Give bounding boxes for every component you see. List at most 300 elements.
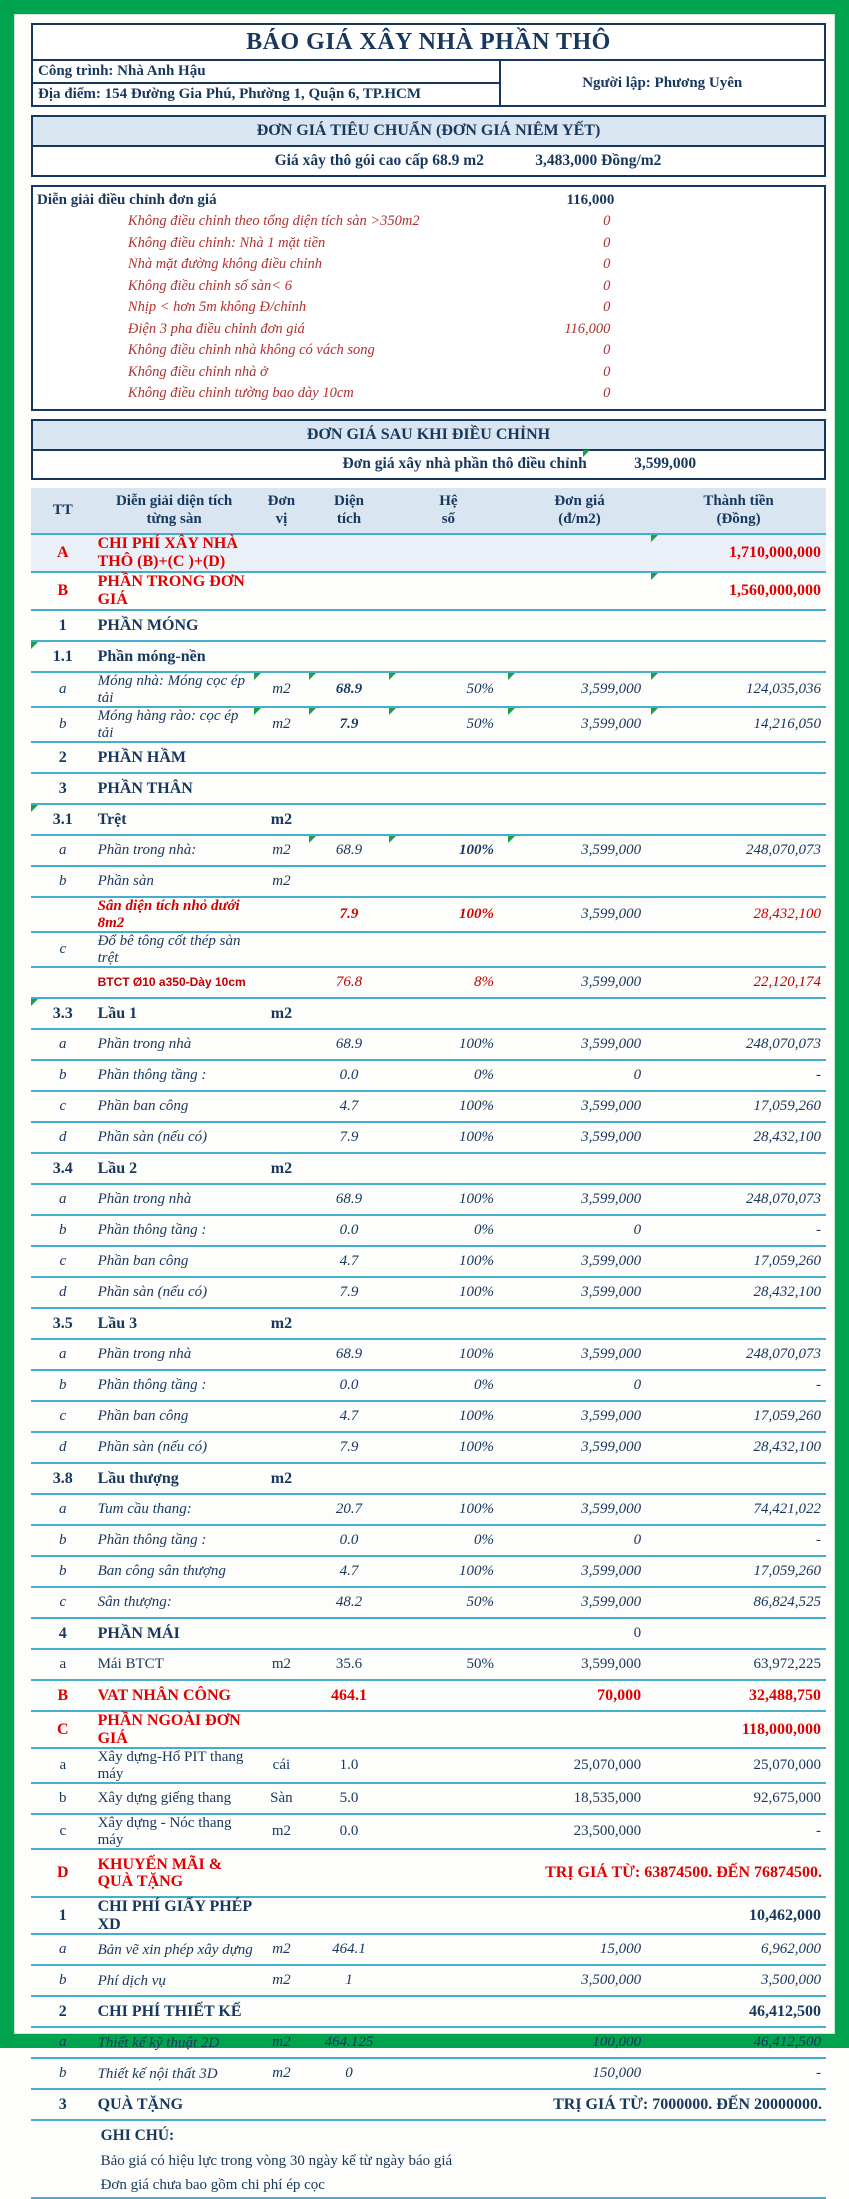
note-text (95, 2149, 826, 2173)
comment-marker-icon (389, 673, 396, 680)
cell-unit (254, 1122, 310, 1153)
cell-unit: m2 (254, 835, 310, 866)
cell-ratio (389, 1748, 508, 1783)
cell-ratio: 100% (389, 1401, 508, 1432)
cell-total: 248,070,073 (651, 835, 826, 866)
cell-spacer (31, 2120, 95, 2149)
cell-total (651, 932, 826, 967)
cell-unit-price: 3,599,000 (508, 1494, 651, 1525)
table-row (31, 1153, 826, 1184)
comment-marker-icon (508, 673, 515, 680)
cell-total: - (651, 1060, 826, 1091)
cell-unit (254, 897, 310, 932)
table-row (31, 773, 826, 804)
cell-area (309, 1711, 389, 1748)
adjustment-label: Nhịp < hơn 5m không Đ/chỉnh (33, 299, 429, 316)
cell-description: Xây dựng giếng thang (95, 1783, 254, 1814)
column-header (651, 488, 826, 535)
cell-total: 28,432,100 (651, 897, 826, 932)
cell-tt: a (31, 1494, 95, 1525)
table-row (31, 804, 826, 835)
cell-total (651, 742, 826, 773)
cell-unit (254, 1091, 310, 1122)
cell-tt: 2 (31, 1996, 95, 2027)
cell-tt: B (31, 1680, 95, 1711)
cell-total: 124,035,036 (651, 672, 826, 707)
cell-unit (254, 1277, 310, 1308)
cell-unit: Sàn (254, 1783, 310, 1814)
cell-total: 17,059,260 (651, 1401, 826, 1432)
cell-ratio (389, 572, 508, 610)
cell-ratio: 0% (389, 1060, 508, 1091)
cell-description: PHẦN HẦM (95, 742, 254, 773)
cell-description: Móng hàng rào: cọc ép tải (95, 707, 254, 742)
cell-value-range: TRỊ GIÁ TỪ: 63874500. ĐẾN 76874500. (389, 1849, 826, 1897)
table-row (31, 742, 826, 773)
cell-description: Móng nhà: Móng cọc ép tải (95, 672, 254, 707)
title-box (31, 23, 826, 107)
cell-unit (254, 1401, 310, 1432)
cell-ratio (389, 1618, 508, 1649)
cell-unit-price (508, 1153, 651, 1184)
page-content (14, 14, 835, 2199)
table-row (31, 1463, 826, 1494)
comment-marker-icon (309, 708, 316, 715)
cell-total: 248,070,073 (651, 1339, 826, 1370)
cell-ratio (389, 610, 508, 641)
cell-description: BTCT Ø10 a350-Dày 10cm (95, 967, 254, 998)
cell-spacer (254, 2089, 310, 2120)
cell-unit-price: 3,599,000 (508, 1029, 651, 1060)
adjustment-label: Không điều chỉnh theo tổng diện tích sàn >350m2 (33, 213, 429, 230)
cell-area (309, 1996, 389, 2027)
cell-tt: d (31, 1122, 95, 1153)
cell-tt: b (31, 707, 95, 742)
cell-description: PHẦN TRONG ĐƠN GIÁ (95, 572, 254, 610)
cell-unit (254, 534, 310, 572)
cell-unit-price: 3,599,000 (508, 1277, 651, 1308)
cell-description: CHI PHÍ XÂY NHÀ THÔ (B)+(C )+(D) (95, 534, 254, 572)
adjustment-label: Điện 3 pha điều chỉnh đơn giá (33, 321, 429, 338)
cell-unit: m2 (254, 1814, 310, 1849)
cell-unit-price (508, 610, 651, 641)
cell-unit-price: 3,599,000 (508, 835, 651, 866)
cell-ratio: 50% (389, 707, 508, 742)
cell-area (309, 998, 389, 1029)
cell-area (309, 1897, 389, 1934)
cell-area: 7.9 (309, 1277, 389, 1308)
cell-total: - (651, 1525, 826, 1556)
cell-tt: c (31, 1246, 95, 1277)
cell-unit (254, 773, 310, 804)
table-row (31, 610, 826, 641)
cell-unit: m2 (254, 1965, 310, 1996)
comment-marker-icon (508, 708, 515, 715)
table-row (31, 1525, 826, 1556)
cell-area: 0.0 (309, 1215, 389, 1246)
cell-unit (254, 1680, 310, 1711)
cell-description: Phí dịch vụ (95, 1965, 254, 1996)
adjustment-label: Không điều chỉnh nhà không có vách song (33, 342, 429, 359)
cell-description: Trệt (95, 804, 254, 835)
cell-tt: b (31, 1556, 95, 1587)
cell-unit-price: 3,599,000 (508, 1184, 651, 1215)
cell-spacer (31, 2149, 95, 2173)
cell-description: VAT NHÂN CÔNG (95, 1680, 254, 1711)
cell-unit: m2 (254, 707, 310, 742)
table-row (31, 1370, 826, 1401)
cell-unit (254, 1029, 310, 1060)
cell-unit-price: 3,599,000 (508, 1246, 651, 1277)
adjustment-value: 0 (429, 299, 611, 316)
cell-tt: a (31, 1748, 95, 1783)
cell-unit: m2 (254, 804, 310, 835)
cell-area (309, 1308, 389, 1339)
cell-tt: b (31, 1783, 95, 1814)
cell-ratio: 100% (389, 1184, 508, 1215)
cell-unit-price: 3,599,000 (508, 1339, 651, 1370)
cell-ratio: 50% (389, 672, 508, 707)
cell-area (309, 866, 389, 897)
column-header-line2: từng sàn (95, 510, 254, 529)
cell-unit-price (508, 1996, 651, 2027)
cell-area: 7.9 (309, 1432, 389, 1463)
cell-spacer (309, 2089, 389, 2120)
cell-tt: 1 (31, 610, 95, 641)
comment-marker-icon (31, 805, 38, 812)
cell-tt: 1.1 (31, 641, 95, 672)
adjusted-price-label: Đơn giá xây nhà phần thô điều chỉnh (33, 455, 587, 473)
table-row (31, 1091, 826, 1122)
cell-ratio (389, 1711, 508, 1748)
cell-description: Phần sàn (nếu có) (95, 1122, 254, 1153)
cell-tt: 1 (31, 1897, 95, 1934)
cell-tt: A (31, 534, 95, 572)
cell-total: 25,070,000 (651, 1748, 826, 1783)
header-row (31, 488, 826, 535)
cell-description: Bản vẽ xin phép xây dựng (95, 1934, 254, 1965)
cell-ratio: 100% (389, 897, 508, 932)
cell-total (651, 1308, 826, 1339)
adjustment-row (33, 297, 824, 319)
adjustments-header-label: Diễn giải điều chỉnh đơn giá (33, 192, 433, 209)
cell-unit (254, 1996, 310, 2027)
table-row (31, 641, 826, 672)
table-row (31, 897, 826, 932)
cell-unit-price: 3,599,000 (508, 707, 651, 742)
cell-unit: m2 (254, 672, 310, 707)
cell-tt: b (31, 1060, 95, 1091)
cell-area: 4.7 (309, 1091, 389, 1122)
cell-unit-price (508, 998, 651, 1029)
cell-tt (31, 967, 95, 998)
cell-description: Thiết kế kỹ thuật 2D (95, 2027, 254, 2058)
cell-unit-price: 100,000 (508, 2027, 651, 2058)
cell-area (309, 572, 389, 610)
cell-unit-price: 3,599,000 (508, 1587, 651, 1618)
cell-tt: a (31, 835, 95, 866)
cell-total (651, 866, 826, 897)
cell-ratio: 100% (389, 1122, 508, 1153)
table-row (31, 1965, 826, 1996)
cell-tt: c (31, 1091, 95, 1122)
column-header-line1: Đơn giá (508, 492, 651, 511)
cell-area (309, 1153, 389, 1184)
cell-description: Phần ban công (95, 1246, 254, 1277)
cell-area (309, 1618, 389, 1649)
cell-area: 68.9 (309, 1029, 389, 1060)
project-info-left (33, 61, 501, 105)
adjustment-row (33, 254, 824, 276)
table-row (31, 2089, 826, 2120)
column-header-line1: Thành tiền (651, 492, 826, 511)
cell-tt: 2 (31, 742, 95, 773)
cell-spacer (31, 2173, 95, 2198)
table-row (31, 672, 826, 707)
column-header-line1: Diện (309, 492, 389, 511)
table-row (31, 1184, 826, 1215)
adjusted-price-number: 3,599,000 (634, 455, 696, 472)
cell-ratio: 50% (389, 1587, 508, 1618)
cell-description: Phần thông tầng : (95, 1060, 254, 1091)
table-row (31, 572, 826, 610)
cell-description: Xây dựng-Hố PIT thang máy (95, 1748, 254, 1783)
column-header-line2: số (389, 510, 508, 529)
note-line: Bảo giá có hiệu lực trong vòng 30 ngày kể từ ngày báo giá (98, 2153, 453, 2169)
note-text (95, 2173, 826, 2198)
cell-area: 7.9 (309, 897, 389, 932)
table-row (31, 1029, 826, 1060)
table-row (31, 1060, 826, 1091)
cell-description: Phần thông tầng : (95, 1525, 254, 1556)
cell-unit: m2 (254, 998, 310, 1029)
table-row (31, 1996, 826, 2027)
cell-description: Lầu 2 (95, 1153, 254, 1184)
cell-unit (254, 1184, 310, 1215)
cell-ratio (389, 773, 508, 804)
column-header-line2: (đ/m2) (508, 510, 651, 529)
standard-price-value: 3,483,000 Đồng/m2 (484, 152, 824, 170)
cell-tt: a (31, 1934, 95, 1965)
table-row (31, 1215, 826, 1246)
cell-description: Phần trong nhà (95, 1339, 254, 1370)
cell-area: 0 (309, 2058, 389, 2089)
column-header-line1: Diễn giải diện tích (95, 492, 254, 511)
cell-unit: m2 (254, 1463, 310, 1494)
cell-area: 68.9 (309, 672, 389, 707)
cell-unit (254, 932, 310, 967)
cell-tt: a (31, 672, 95, 707)
cell-area: 68.9 (309, 1184, 389, 1215)
cell-unit-price: 3,500,000 (508, 1965, 651, 1996)
cell-unit: m2 (254, 1153, 310, 1184)
adjustment-label: Không điều chỉnh: Nhà 1 mặt tiền (33, 235, 429, 252)
comment-marker-icon (651, 673, 658, 680)
cell-area (309, 742, 389, 773)
adjustment-value: 0 (429, 342, 611, 359)
cell-tt: 3.3 (31, 998, 95, 1029)
cell-area: 48.2 (309, 1587, 389, 1618)
adjustment-row (33, 233, 824, 255)
cell-area: 1.0 (309, 1748, 389, 1783)
cell-unit-price: 0 (508, 1618, 651, 1649)
cell-ratio (389, 1783, 508, 1814)
cell-ratio: 0% (389, 1370, 508, 1401)
cell-ratio (389, 1308, 508, 1339)
cell-unit (254, 610, 310, 641)
cell-unit-price: 0 (508, 1215, 651, 1246)
cell-unit-price: 70,000 (508, 1680, 651, 1711)
table-row (31, 2058, 826, 2089)
table-row (31, 1814, 826, 1849)
project-address: Địa điểm: 154 Đường Gia Phú, Phường 1, Quận 6, TP.HCM (33, 84, 499, 105)
cell-unit-price: 3,599,000 (508, 1401, 651, 1432)
cell-unit (254, 1246, 310, 1277)
cell-tt: a (31, 1029, 95, 1060)
cell-total: 46,412,500 (651, 2027, 826, 2058)
cell-total: 32,488,750 (651, 1680, 826, 1711)
cell-area: 35.6 (309, 1649, 389, 1680)
cell-unit-price: 3,599,000 (508, 672, 651, 707)
cell-ratio: 100% (389, 1432, 508, 1463)
adjustment-value: 116,000 (429, 321, 611, 338)
comment-marker-icon (31, 642, 38, 649)
note-row (31, 2149, 826, 2173)
column-header (31, 488, 95, 535)
cell-ratio (389, 2027, 508, 2058)
cell-unit-price: 0 (508, 1060, 651, 1091)
standard-price-label: Giá xây thô gói cao cấp 68.9 m2 (33, 152, 484, 170)
cell-area: 68.9 (309, 835, 389, 866)
column-header (95, 488, 254, 535)
table-row (31, 1934, 826, 1965)
cost-table (31, 488, 826, 2199)
cell-total: 10,462,000 (651, 1897, 826, 1934)
note-line: GHI CHÚ: (98, 2127, 175, 2144)
cell-ratio: 100% (389, 1029, 508, 1060)
cell-value-range: TRỊ GIÁ TỪ: 7000000. ĐẾN 20000000. (389, 2089, 826, 2120)
table-row (31, 707, 826, 742)
cell-total (651, 610, 826, 641)
cell-ratio: 0% (389, 1215, 508, 1246)
comment-marker-icon (651, 535, 658, 542)
cell-description: Phần trong nhà: (95, 835, 254, 866)
cell-area (309, 1463, 389, 1494)
cell-unit-price: 0 (508, 1525, 651, 1556)
cell-unit (254, 1370, 310, 1401)
cell-ratio (389, 641, 508, 672)
cell-unit: m2 (254, 866, 310, 897)
comment-marker-icon (508, 836, 515, 843)
cell-description: Phần sàn (nếu có) (95, 1277, 254, 1308)
standard-price-band: ĐƠN GIÁ TIÊU CHUẨN (ĐƠN GIÁ NIÊM YẾT) (33, 117, 824, 147)
cell-tt: 3.4 (31, 1153, 95, 1184)
cell-total: - (651, 1814, 826, 1849)
cell-unit (254, 1587, 310, 1618)
cell-tt: b (31, 1215, 95, 1246)
adjustment-row (33, 362, 824, 384)
table-row (31, 1277, 826, 1308)
standard-price-row (33, 147, 824, 175)
cell-unit-price: 3,599,000 (508, 897, 651, 932)
cell-unit-price (508, 1711, 651, 1748)
cell-total: 92,675,000 (651, 1783, 826, 1814)
adjustment-value: 0 (429, 235, 611, 252)
cell-ratio: 50% (389, 1649, 508, 1680)
table-row (31, 1897, 826, 1934)
cell-total: - (651, 2058, 826, 2089)
cell-description: Phần sàn (nếu có) (95, 1432, 254, 1463)
cell-description: Phần ban công (95, 1401, 254, 1432)
cell-unit: m2 (254, 2058, 310, 2089)
cell-total (651, 804, 826, 835)
cell-unit-price: 3,599,000 (508, 1556, 651, 1587)
cell-unit-price (508, 572, 651, 610)
cell-description: Ban công sân thượng (95, 1556, 254, 1587)
table-row (31, 1649, 826, 1680)
cell-total: 63,972,225 (651, 1649, 826, 1680)
table-row (31, 1587, 826, 1618)
cell-description: Phần thông tầng : (95, 1215, 254, 1246)
cost-table-body (31, 534, 826, 2198)
table-row (31, 1849, 826, 1897)
adjustment-value: 0 (429, 256, 611, 273)
cell-area (309, 804, 389, 835)
table-row (31, 998, 826, 1029)
cell-unit-price: 23,500,000 (508, 1814, 651, 1849)
adjustment-value: 0 (429, 364, 611, 381)
comment-marker-icon (389, 836, 396, 843)
cell-ratio: 0% (389, 1525, 508, 1556)
cell-description: Thiết kế nội thất 3D (95, 2058, 254, 2089)
cell-unit-price (508, 773, 651, 804)
cell-total (651, 641, 826, 672)
cell-unit (254, 1432, 310, 1463)
cell-total: 86,824,525 (651, 1587, 826, 1618)
cell-area: 0.0 (309, 1814, 389, 1849)
cell-unit-price (508, 742, 651, 773)
cell-total: 248,070,073 (651, 1029, 826, 1060)
comment-marker-icon (389, 708, 396, 715)
cell-unit-price: 18,535,000 (508, 1783, 651, 1814)
table-row (31, 1246, 826, 1277)
table-row (31, 866, 826, 897)
table-row (31, 1401, 826, 1432)
cell-description: Sân thượng: (95, 1587, 254, 1618)
table-row (31, 1680, 826, 1711)
cell-area (309, 641, 389, 672)
cell-unit (254, 1215, 310, 1246)
column-header (508, 488, 651, 535)
table-row (31, 1308, 826, 1339)
cell-area: 4.7 (309, 1401, 389, 1432)
cell-description: Tum cầu thang: (95, 1494, 254, 1525)
cell-ratio (389, 1996, 508, 2027)
cell-total (651, 1463, 826, 1494)
cell-unit-price: 3,599,000 (508, 1649, 651, 1680)
cell-tt: c (31, 1587, 95, 1618)
cell-unit (254, 1494, 310, 1525)
cell-unit-price: 3,599,000 (508, 1091, 651, 1122)
cell-tt: D (31, 1849, 95, 1897)
cell-total (651, 773, 826, 804)
table-row (31, 2027, 826, 2058)
cell-area (309, 610, 389, 641)
adjustment-row (33, 211, 824, 233)
cell-unit (254, 641, 310, 672)
page-title: BÁO GIÁ XÂY NHÀ PHẦN THÔ (33, 25, 824, 61)
cell-area (309, 773, 389, 804)
